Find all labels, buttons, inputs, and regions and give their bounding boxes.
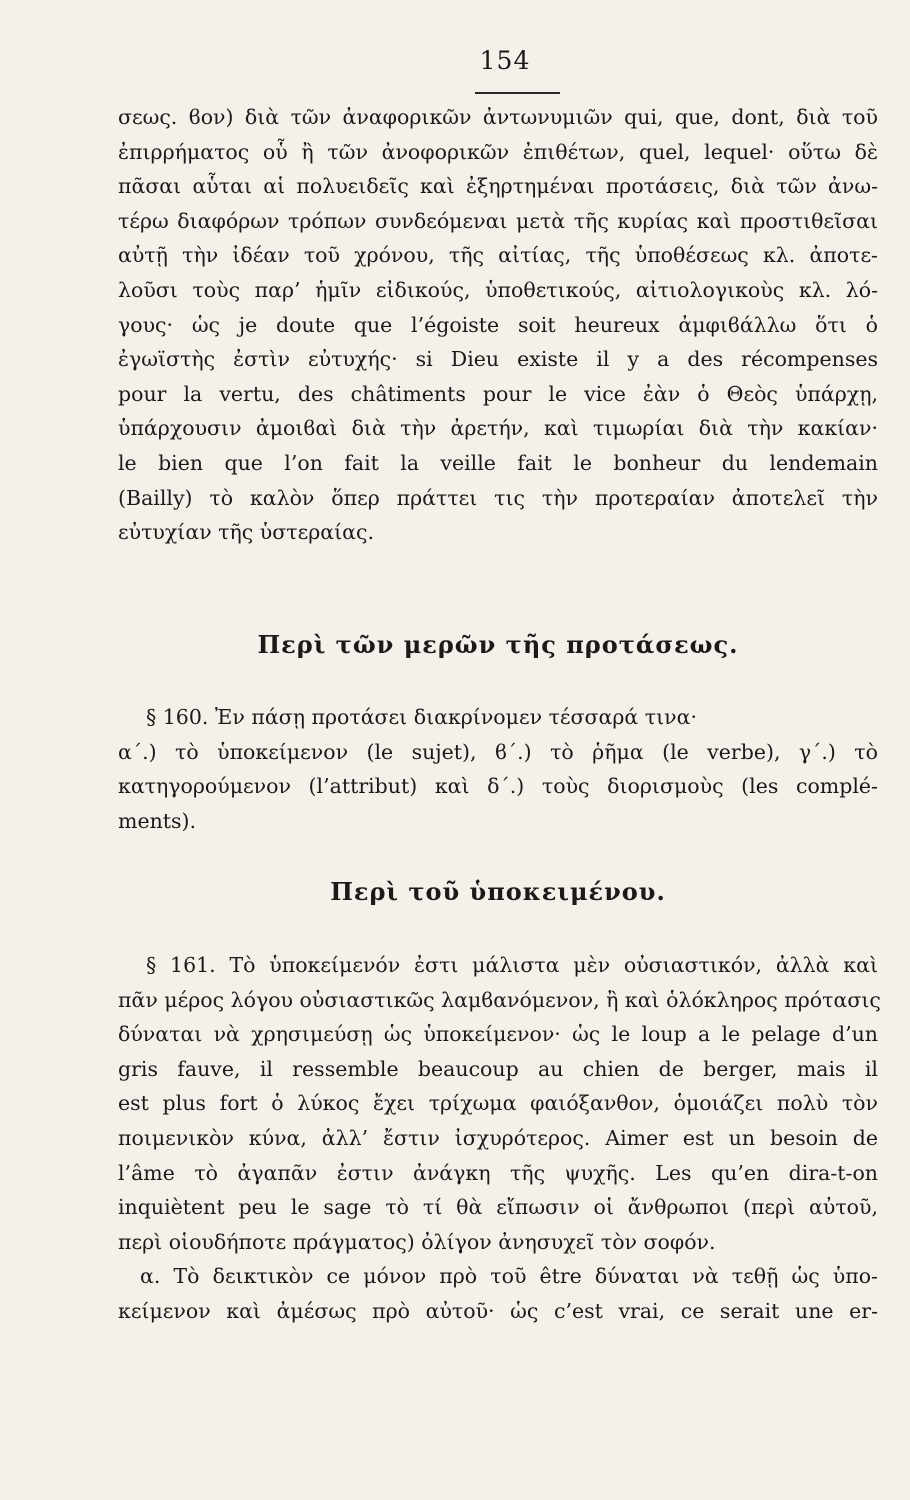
text-line: περὶ οἱουδήποτε πράγματος) ὀλίγον ἀνησυχεῖ τὸν σοφόν.: [118, 1229, 716, 1254]
text-line: τέρω διαφόρων τρόπων συνδεόμεναι μετὰ τῆς κυρίας καὶ προστιθεῖσαι: [118, 208, 878, 233]
text-line: λοῦσι τοὺς παρ’ ἡμῖν εἰδικούς, ὑποθετικούς, αἰτιολογικοὺς κλ. λό-: [118, 277, 878, 302]
text-line: (Bailly) τὸ καλὸν ὅπερ πράττει τις τὴν προτεραίαν ἀποτελεῖ τὴν: [118, 485, 878, 510]
text-line: κείμενον καὶ ἀμέσως πρὸ αὐτοῦ· ὡς c’est vrai, ce serait une er-: [118, 1298, 878, 1323]
page-number: 154: [479, 46, 531, 75]
section-161: [118, 948, 881, 1329]
text-line: α΄.) τὸ ὑποκείμενον (le sujet), ϐ΄.) τὸ ῥῆμα (le verbe), γ΄.) τὸ: [118, 739, 878, 764]
header-rule: [475, 92, 560, 94]
section-heading-parts-of-sentence: Περὶ τῶν μερῶν τῆς προτάσεως.: [257, 630, 739, 659]
text-line: πᾶν μέρος λόγου οὐσιαστικῶς λαμϐανόμενον, ἢ καὶ ὁλόκληρος πρότασις: [118, 987, 881, 1012]
section-heading-subject: Περὶ τοῦ ὑποκειμένου.: [330, 877, 666, 906]
text-line: αὐτῇ τὴν ἰδέαν τοῦ χρόνου, τῆς αἰτίας, τῆς ὑποθέσεως κλ. ἀποτε-: [118, 243, 878, 268]
text-line: ments).: [118, 808, 197, 833]
text-line: ὑπάρχουσιν ἀμοιϐαὶ διὰ τὴν ἀρετήν, καὶ τιμωρίαι διὰ τὴν κακίαν·: [118, 416, 878, 441]
text-line: § 161. Τὸ ὑποκείμενόν ἐστι μάλιστα μὲν οὐσιαστικόν, ἀλλὰ καὶ: [146, 953, 878, 977]
text-line: gris fauve, il ressemble beaucoup au chien de berger, mais il: [118, 1056, 878, 1081]
text-line: α. Τὸ δεικτικὸν ce μόνον πρὸ τοῦ être δύναται νὰ τεθῇ ὡς ὑπο-: [140, 1264, 878, 1289]
text-line: est plus fort ὁ λύκος ἔχει τρίχωμα φαιόξανθον, ὁμοιάζει πολὺ τὸν: [118, 1091, 878, 1116]
text-line: inquiètent peu le sage τὸ τί θὰ εἴπωσιν οἱ ἄνθρωποι (περὶ αὐτοῦ,: [118, 1195, 878, 1220]
text-line: πᾶσαι αὗται αἱ πολυειδεῖς καὶ ἐξηρτημέναι προτάσεις, διὰ τῶν ἀνω-: [118, 174, 878, 199]
text-line: ποιμενικὸν κύνα, ἀλλ’ ἔστιν ἰσχυρότερος. Aimer est un besoin de: [118, 1125, 878, 1150]
text-line: σεως. ϐον) διὰ τῶν ἀναφορικῶν ἀντωνυμιῶν qui, que, dont, διὰ τοῦ: [118, 105, 878, 129]
text-line: δύναται νὰ χρησιμεύσῃ ὡς ὑποκείμενον· ὡς le loup a le pelage d’un: [118, 1022, 878, 1047]
text-line: γους· ὡς je doute que l’égoiste soit heureux ἀμφιϐάλλω ὅτι ὁ: [118, 312, 878, 337]
text-line: εὐτυχίαν τῆς ὑστεραίας.: [118, 520, 374, 545]
text-line: pour la vertu, des châtiments pour le vice ἐὰν ὁ Θεὸς ὑπάρχῃ,: [118, 381, 878, 406]
text-line: le bien que l’on fait la veille fait le bonheur du lendemain: [118, 450, 878, 475]
text-line: ἐγωϊστὴς ἐστὶν εὐτυχής· si Dieu existe il y a des récompenses: [118, 347, 878, 372]
text-line: § 160. Ἐν πάσῃ προτάσει διακρίνομεν τέσσαρά τινα·: [146, 705, 697, 729]
paragraph-1: [118, 100, 878, 550]
text-line: κατηγορούμενον (l’attribut) καὶ δ΄.) τοὺς διορισμοὺς (les complé-: [118, 774, 878, 799]
text-line: l’âme τὸ ἀγαπᾶν ἐστιν ἀνάγκη τῆς ψυχῆς. Les qu’en dira-t-on: [118, 1160, 878, 1185]
section-160: [118, 700, 878, 838]
text-line: ἐπιρρήματος οὗ ἢ τῶν ἀνοφορικῶν ἐπιθέτων, quel, lequel· οὕτω δὲ: [118, 139, 878, 164]
